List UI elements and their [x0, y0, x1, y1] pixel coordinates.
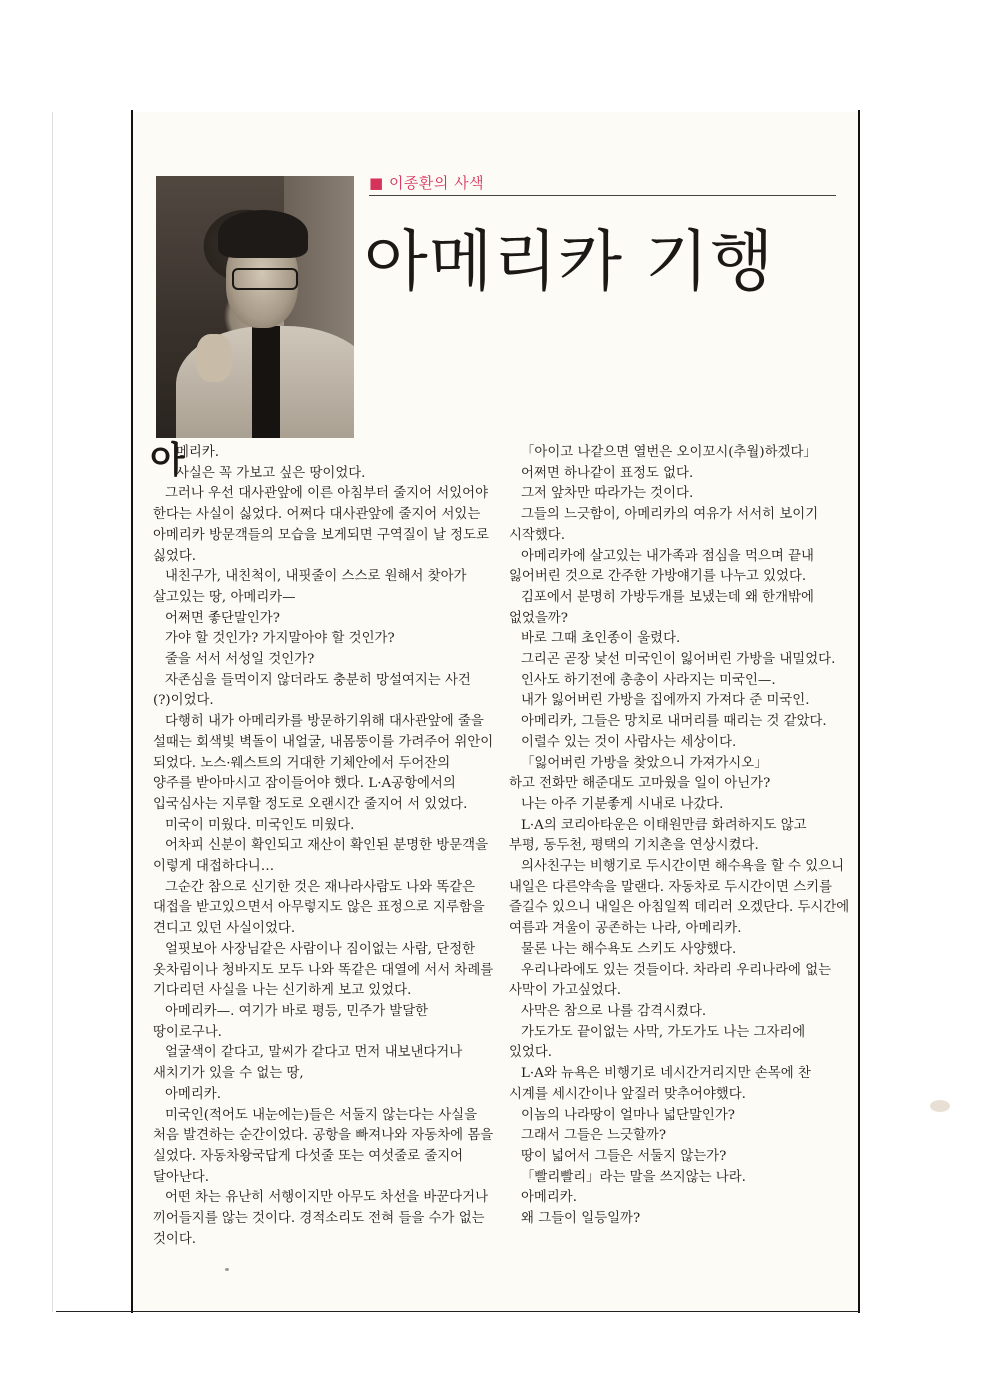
- article-line: 나는 아주 기분좋게 시내로 나갔다.: [521, 796, 724, 812]
- article-line: 달아난다.: [153, 1169, 209, 1185]
- article-line: 이럴수 있는 것이 사람사는 세상이다.: [521, 734, 737, 750]
- article-line: 내일은 다른약속을 말랜다. 자동차로 두시간이면 스키를: [509, 879, 833, 895]
- article-line: 되었다. 노스·웨스트의 거대한 기체안에서 두어잔의: [153, 755, 451, 771]
- article-line: 왜 그들이 일등일까?: [521, 1211, 641, 1227]
- article-line: 땅이로구나.: [153, 1024, 222, 1040]
- drop-cap: 아: [150, 439, 185, 481]
- article-line: 의사친구는 비행기로 두시간이면 해수욕을 할 수 있으니: [521, 859, 845, 875]
- article-line: 사막은 참으로 나를 감격시켰다.: [521, 1003, 707, 1019]
- article-line: 그들의 느긋함이, 아메리카의 여유가 서서히 보이기: [521, 507, 819, 523]
- article-line: 그저 앞차만 따라가는 것이다.: [521, 486, 694, 502]
- article-line: 양주를 받아마시고 잠이들어야 했다. L·A공항에서의: [153, 776, 456, 792]
- left-border-line: [131, 110, 133, 1313]
- kicker-rule: [369, 195, 836, 196]
- article-line: 이놈의 나라땅이 얼마나 넓단말인가?: [521, 1107, 735, 1123]
- article-line: L·A의 코리아타운은 이태원만큼 화려하지도 않고: [521, 817, 807, 833]
- article-line: 있었다.: [509, 1045, 553, 1061]
- article-line: 내가 잃어버린 가방을 집에까지 가져다 준 미국인.: [521, 693, 810, 709]
- article-line: 싫었다.: [153, 548, 197, 564]
- author-photo: [156, 176, 354, 438]
- article-line: 옷차림이나 청바지도 모두 나와 똑같은 대열에 서서 차례를: [153, 962, 494, 978]
- article-line: 어떤 차는 유난히 서행이지만 아무도 차선을 바꾼다거나: [165, 1190, 489, 1206]
- article-line: 잃어버린 것으로 간주한 가방얘기를 나누고 있었다.: [509, 569, 807, 585]
- photo-hair: [218, 210, 308, 258]
- article-line: 내친구가, 내친척이, 내핏줄이 스스로 원해서 찾아가: [165, 569, 467, 585]
- article-line: 자존심을 들먹이지 않더라도 충분히 망설여지는 사건: [165, 672, 471, 688]
- article-line: 가야 할 것인가? 가지말아야 할 것인가?: [165, 631, 395, 647]
- article-line: 아메리카, 그들은 망치로 내머리를 때리는 것 같았다.: [521, 714, 827, 730]
- article-line: 한다는 사실이 싫었다. 어쩌다 대사관앞에 줄지어 서있는: [153, 507, 481, 523]
- article-line: 「빨리빨리」라는 말을 쓰지않는 나라.: [521, 1169, 746, 1185]
- article-line: 사막이 가고싶었다.: [509, 983, 621, 999]
- article-line: 물론 나는 해수욕도 스키도 사양했다.: [521, 941, 737, 957]
- article-line: 부평, 동두천, 평택의 기치촌을 연상시켰다.: [509, 838, 759, 854]
- article-line: 아메리카.: [521, 1190, 577, 1206]
- article-line: 어쩌면 하나같이 표정도 없다.: [521, 465, 694, 481]
- article-line: 「잃어버린 가방을 찾았으니 가져가시오」: [521, 755, 768, 771]
- article-line: 즐길수 있으니 내일은 아침일찍 데리러 오겠단다. 두시간에: [509, 900, 850, 916]
- article-line: 그래서 그들은 느긋할까?: [521, 1128, 667, 1144]
- article-line: 실었다. 자동차왕국답게 다섯줄 또는 여섯줄로 줄지어: [153, 1148, 464, 1164]
- article-line: 그리곤 곧장 낯선 미국인이 잃어버린 가방을 내밀었다.: [521, 652, 836, 668]
- column-kicker: ■ 이종환의 사색: [369, 174, 485, 192]
- article-line: 시작했다.: [509, 527, 565, 543]
- article-line: L·A와 뉴욕은 비행기로 네시간거리지만 손목에 찬: [521, 1066, 811, 1082]
- bottom-border-line: [56, 1311, 860, 1312]
- article-line: 시계를 세시간이나 앞질러 맞추어야했다.: [509, 1086, 746, 1102]
- article-line: 설때는 회색빛 벽돌이 내얼굴, 내몸뚱이를 가려주어 위안이: [153, 734, 494, 750]
- article-line: 다행히 내가 아메리카를 방문하기위해 대사관앞에 줄을: [165, 714, 484, 730]
- article-line: 새치기가 있을 수 없는 땅,: [153, 1066, 304, 1082]
- photo-hand: [196, 334, 232, 382]
- article-line: 땅이 넓어서 그들은 서둘지 않는가?: [521, 1148, 727, 1164]
- article-line: 어차피 신분이 확인되고 재산이 확인된 분명한 방문객을: [165, 838, 489, 854]
- article-line: 없었을까?: [509, 610, 568, 626]
- article-line: 견디고 있던 사실이었다.: [153, 921, 296, 937]
- article-line: 줄을 서서 서성일 것인가?: [165, 652, 315, 668]
- article-line: 「아이고 나같으면 열번은 오이꼬시(추월)하겠다」: [521, 445, 817, 460]
- article-line: 얼핏보아 사장님같은 사람이나 짐이없는 사람, 단정한: [165, 941, 476, 957]
- article-line: 김포에서 분명히 가방두개를 보냈는데 왜 한개밖에: [521, 589, 814, 605]
- article-line: 우리나라에도 있는 것들이다. 차라리 우리나라에 없는: [521, 962, 832, 978]
- article-line: 그순간 참으로 신기한 것은 재나라사람도 나와 똑같은: [165, 879, 476, 895]
- article-line: 하고 전화만 해준대도 고마웠을 일이 아닌가?: [509, 776, 771, 792]
- photo-shirt: [252, 326, 280, 438]
- article-line: 여름과 겨울이 공존하는 나라, 아메리카.: [509, 921, 742, 937]
- scan-speck: [225, 1268, 229, 1271]
- article-line: 아메리카에 살고있는 내가족과 점심을 먹으며 끝내: [521, 548, 814, 564]
- article-line: 아메리카—. 여기가 바로 평등, 민주가 발달한: [165, 1003, 429, 1019]
- article-line: 것이다.: [153, 1231, 197, 1247]
- article-line: 얼굴색이 같다고, 말씨가 같다고 먼저 내보낸다거나: [165, 1045, 463, 1061]
- article-column-right: [509, 443, 850, 1230]
- article-line: 사실은 꼭 가보고 싶은 땅이었다.: [176, 465, 366, 481]
- scan-speck: [930, 1100, 950, 1112]
- article-line: 바로 그때 초인종이 울렸다.: [521, 631, 681, 647]
- article-line: 미국인(적어도 내눈에는)들은 서둘지 않는다는 사실을: [165, 1107, 478, 1123]
- outer-left-edge: [52, 112, 53, 1312]
- article-title: 아메리카 기행: [364, 223, 775, 300]
- article-line: 아메리카.: [165, 1086, 221, 1102]
- article-line: 기다리던 사실을 나는 신기하게 보고 있었다.: [153, 983, 412, 999]
- article-line: 살고있는 땅, 아메리카—: [153, 589, 296, 605]
- article-line: 입국심사는 지루할 정도로 오랜시간 줄지어 서 있었다.: [153, 796, 468, 812]
- article-line: 끼어들지를 않는 것이다. 경적소리도 전혀 들을 수가 없는: [153, 1211, 485, 1227]
- article-line: 어쩌면 좋단말인가?: [165, 610, 280, 626]
- article-line: 아메리카 방문객들의 모습을 보게되면 구역질이 날 정도로: [153, 527, 489, 543]
- article-line: (?)이었다.: [153, 693, 214, 709]
- article-line: 대접을 받고있으면서 아무렇지도 않은 표정으로 지루함을: [153, 900, 485, 916]
- article-line: 그러나 우선 대사관앞에 이른 아침부터 줄지어 서있어야: [165, 486, 489, 502]
- article-line: 메리카.: [176, 445, 220, 460]
- article-line: 미국이 미웠다. 미국인도 미웠다.: [165, 817, 355, 833]
- article-line: 이렇게 대접하다니…: [153, 859, 275, 875]
- article-line: 처음 발견하는 순간이었다. 공항을 빠져나와 자동차에 몸을: [153, 1128, 494, 1144]
- right-border-line: [858, 110, 860, 1313]
- photo-glasses: [232, 268, 298, 290]
- article-line: 가도가도 끝이없는 사막, 가도가도 나는 그자리에: [521, 1024, 806, 1040]
- article-column-left: [153, 443, 494, 1250]
- article-line: 인사도 하기전에 총총이 사라지는 미국인—.: [521, 672, 776, 688]
